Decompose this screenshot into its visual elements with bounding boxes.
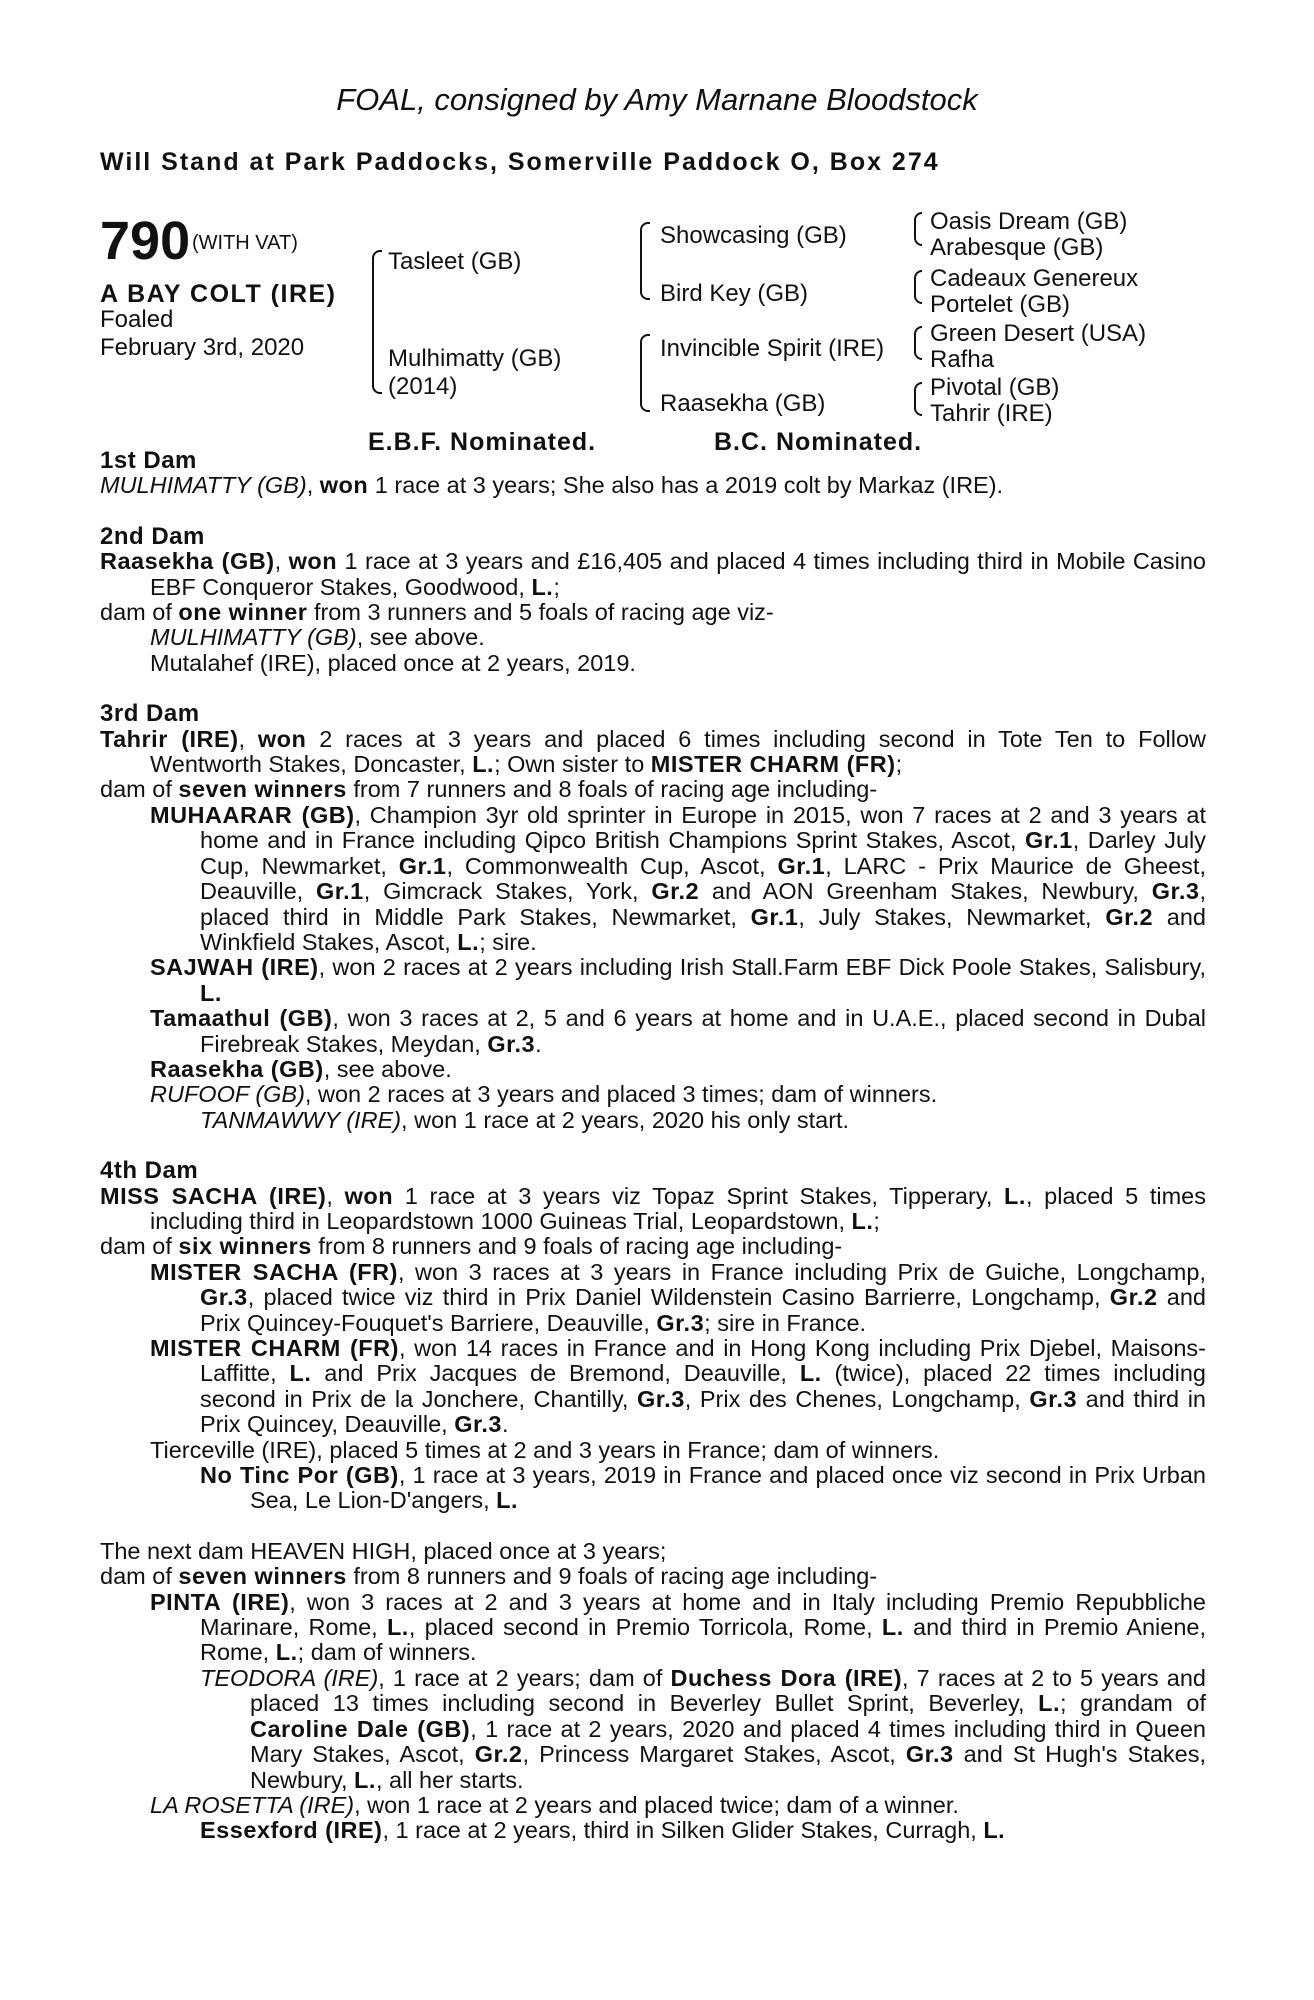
text-run: dam of bbox=[100, 599, 179, 626]
text-run: dam of bbox=[100, 1563, 179, 1590]
text-run: ; sire in France. bbox=[704, 1309, 867, 1336]
listed-label: L. bbox=[457, 928, 480, 955]
won-label: won bbox=[344, 1182, 394, 1209]
produce-line bbox=[100, 1006, 1206, 1057]
listed-label: L. bbox=[851, 1207, 874, 1234]
text-run: 1 race at 3 years viz Topaz Sprint Stakes, Tipperary, bbox=[393, 1182, 1005, 1209]
listed-label: L. bbox=[200, 979, 222, 1006]
horse-name: MUHAARAR (GB) bbox=[150, 801, 355, 828]
produce-line bbox=[100, 1082, 1206, 1107]
text-run: from 8 runners and 9 foals of racing age including- bbox=[311, 1233, 843, 1260]
brace-sire bbox=[640, 222, 650, 300]
grade-label: Gr.2 bbox=[651, 878, 700, 905]
brace-ss bbox=[914, 212, 922, 246]
text-run: , 1 race at 3 years, 2019 in France and placed once viz second in Prix Urban Sea, Le Lion-D'angers, bbox=[250, 1462, 1206, 1514]
grade-label: Gr.3 bbox=[200, 1284, 248, 1311]
text-run: , won 14 races in France and in Hong Kong including Prix Djebel, Maisons-Laffitte, bbox=[200, 1335, 1206, 1387]
bc-nominated: B.C. Nominated. bbox=[714, 428, 923, 456]
text-run: (twice), placed 22 times including second in Prix de la Jonchere, Chantilly, bbox=[200, 1360, 1206, 1412]
second-dam-text: Raasekha (GB), won 1 race at 3 years and £16,405 and placed 4 times including third in Mobile Casino EBF Conqueror Stakes, Goodwood, L.; bbox=[100, 548, 1206, 600]
next-dam-line: The next dam HEAVEN HIGH, placed once at 3 years; bbox=[100, 1537, 667, 1564]
text-run: , won 3 races at 3 years in France including Prix de Guiche, Longchamp, bbox=[397, 1258, 1206, 1285]
text-run: , 1 race at 2 years, third in Silken Glider Stakes, Curragh, bbox=[382, 1817, 984, 1844]
text-run: , placed second in Premio Torricola, Rome, bbox=[408, 1614, 882, 1641]
horse-name: SAJWAH (IRE) bbox=[150, 954, 319, 981]
horse-name: RUFOOF (GB) bbox=[150, 1081, 305, 1108]
dam-of-line bbox=[100, 600, 1206, 625]
produce-line: Tierceville (IRE), placed 5 times at 2 and 3 years in France; dam of winners. bbox=[150, 1436, 940, 1463]
produce-line bbox=[100, 1108, 1206, 1133]
text-run: , see above. bbox=[356, 624, 485, 651]
horse-name: Tamaathul (GB) bbox=[150, 1005, 333, 1032]
text-run: ; bbox=[553, 573, 560, 600]
lot-name: A BAY COLT (IRE) bbox=[100, 280, 337, 308]
winners-count: one winner bbox=[178, 599, 308, 626]
text-run: from 3 runners and 5 foals of racing age viz- bbox=[307, 599, 774, 626]
text-run: . bbox=[535, 1030, 542, 1057]
grade-label: Gr.2 bbox=[474, 1741, 523, 1768]
text-run: ; sire. bbox=[479, 928, 537, 955]
text-run: , placed 5 times including third in Leopardstown 1000 Guineas Trial, Leopardstown, bbox=[150, 1182, 1206, 1234]
text-run: and St Hugh's Stakes, Newbury, bbox=[250, 1741, 1206, 1793]
text-run: ; bbox=[873, 1207, 880, 1234]
text-run: , won 2 races at 2 years including Irish Stall.Farm EBF Dick Poole Stakes, Salisbury, bbox=[318, 954, 1206, 981]
text-run: ; grandam of bbox=[1060, 1690, 1206, 1717]
text-run: 1 race at 3 years; She also has a 2019 colt by Markaz (IRE). bbox=[368, 472, 1004, 499]
produce-line bbox=[100, 1057, 1206, 1082]
page-title: FOAL, consigned by Amy Marnane Bloodstock bbox=[336, 82, 978, 117]
text-run: , Commonwealth Cup, Ascot, bbox=[446, 852, 778, 879]
listed-label: L. bbox=[354, 1766, 376, 1793]
ebf-nominated: E.B.F. Nominated. bbox=[368, 428, 597, 456]
listed-label: L. bbox=[983, 1817, 1006, 1844]
dam-dam: Raasekha (GB) bbox=[660, 390, 826, 417]
produce-line bbox=[100, 1260, 1206, 1336]
listed-label: L. bbox=[472, 751, 495, 778]
text-run: ; dam of winners. bbox=[297, 1639, 477, 1666]
ds-sire: Green Desert (USA) bbox=[930, 320, 1147, 347]
won-label: won bbox=[319, 472, 369, 499]
text-run: and third in Prix Quincey, Deauville, bbox=[200, 1385, 1206, 1438]
text-run: ; Own sister to bbox=[494, 751, 651, 778]
horse-name: Duchess Dora (IRE) bbox=[670, 1664, 903, 1691]
dam-of-line bbox=[100, 777, 1206, 802]
text-run: , LARC - Prix Maurice de Gheest, Deauville, bbox=[200, 852, 1206, 905]
text-run: . bbox=[501, 1411, 509, 1438]
produce-line bbox=[100, 955, 1206, 1006]
heading-1st-dam: 1st Dam bbox=[100, 447, 197, 474]
winners-count: six winners bbox=[178, 1233, 312, 1260]
listed-label: L. bbox=[531, 573, 554, 600]
text-run: and Prix Quincey-Fouquet's Barriere, Deauville, bbox=[200, 1284, 1206, 1336]
fourth-dam-text: MISS SACHA (IRE), won 1 race at 3 years viz Topaz Sprint Stakes, Tipperary, L., placed 5 times including third in Leopardstown 1000 Guineas Trial, Leopardstown, L.; bbox=[100, 1182, 1206, 1234]
produce-line bbox=[100, 803, 1206, 955]
horse-name: MULHIMATTY (GB) bbox=[150, 624, 357, 651]
grade-label: Gr.3 bbox=[1029, 1385, 1078, 1412]
listed-label: L. bbox=[799, 1360, 822, 1387]
dam-year: (2014) bbox=[388, 373, 458, 400]
horse-name: Essexford (IRE) bbox=[200, 1817, 383, 1844]
text-run: , 1 race at 2 years; dam of bbox=[378, 1664, 671, 1691]
text-run: 1 race at 3 years and £16,405 and placed 4 times including third in Mobile Casino EBF Conqueror Stakes, Goodwood, bbox=[150, 548, 1206, 600]
won-label: won bbox=[257, 725, 307, 752]
heading-2nd-dam: 2nd Dam bbox=[100, 522, 205, 550]
dd-dam: Tahrir (IRE) bbox=[930, 400, 1053, 427]
produce-line bbox=[100, 1666, 1206, 1793]
listed-label: L. bbox=[1004, 1182, 1026, 1209]
ss-sire: Oasis Dream (GB) bbox=[930, 208, 1128, 235]
stand-location: Will Stand at Park Paddocks, Somerville Paddock O, Box 274 bbox=[100, 148, 940, 176]
produce-line bbox=[100, 1463, 1206, 1514]
text-run: , won 1 race at 2 years, 2020 his only start. bbox=[401, 1106, 850, 1133]
first-dam-text: MULHIMATTY (GB), won 1 race at 3 years; She also has a 2019 colt by Markaz (IRE). bbox=[100, 472, 1004, 499]
brace-gen1 bbox=[372, 250, 382, 394]
listed-label: L. bbox=[881, 1614, 904, 1641]
horse-name: TANMAWWY (IRE) bbox=[200, 1106, 402, 1133]
horse-name: Raasekha (GB) bbox=[100, 548, 275, 575]
text-run: , won 1 race at 2 years and placed twice; dam of a winner. bbox=[354, 1791, 959, 1818]
listed-label: L. bbox=[275, 1639, 298, 1666]
brace-dam bbox=[640, 334, 650, 412]
vat-note: (WITH VAT) bbox=[192, 232, 298, 254]
grade-label: Gr.3 bbox=[656, 1309, 705, 1336]
text-run: , Princess Margaret Stakes, Ascot, bbox=[522, 1741, 906, 1768]
text-run: , Gimcrack Stakes, York, bbox=[363, 878, 652, 905]
grade-label: Gr.1 bbox=[398, 852, 447, 879]
text-run: , Champion 3yr old sprinter in Europe in 2015, won 7 races at 2 and 3 years at home and in France including Qipco British Champions Sprint Stakes, Ascot, bbox=[200, 801, 1207, 854]
produce-line: Mutalahef (IRE), placed once at 2 years, 2019. bbox=[150, 649, 636, 676]
text-run: , Darley July Cup, Newmarket, bbox=[200, 827, 1206, 879]
horse-name: MULHIMATTY (GB) bbox=[100, 472, 307, 499]
grade-label: Gr.2 bbox=[1109, 1284, 1158, 1311]
listed-label: L. bbox=[289, 1360, 312, 1387]
horse-name: Caroline Dale (GB) bbox=[250, 1715, 471, 1742]
text-run: dam of bbox=[100, 1233, 179, 1260]
grade-label: Gr.2 bbox=[1105, 903, 1154, 930]
text-run: , 1 race at 2 years, 2020 and placed 4 times including third in Queen Mary Stakes, Ascot, bbox=[250, 1715, 1206, 1768]
text-run: , see above. bbox=[323, 1055, 452, 1082]
grade-label: Gr.1 bbox=[1025, 827, 1073, 854]
grade-label: Gr.1 bbox=[316, 878, 364, 905]
text-run: and AON Greenham Stakes, Newbury, bbox=[699, 878, 1152, 905]
grade-label: Gr.3 bbox=[1151, 878, 1200, 905]
horse-name: MISTER CHARM (FR) bbox=[150, 1335, 399, 1361]
text-run: ; bbox=[895, 751, 903, 778]
horse-name: LA ROSETTA (IRE) bbox=[150, 1791, 355, 1818]
grade-label: Gr.1 bbox=[750, 903, 799, 930]
ds-dam: Rafha bbox=[930, 346, 995, 373]
text-run: from 7 runners and 8 foals of racing age including- bbox=[346, 776, 878, 803]
brace-dd bbox=[914, 382, 922, 416]
horse-name: MISS SACHA (IRE) bbox=[100, 1182, 327, 1209]
text-run: , all her starts. bbox=[375, 1766, 524, 1793]
catalogue-body bbox=[100, 448, 1206, 1844]
produce-line bbox=[100, 1590, 1206, 1666]
text-run: , placed twice viz third in Prix Daniel Wildenstein Casino Barrierre, Longchamp, bbox=[247, 1284, 1110, 1311]
grade-label: Gr.3 bbox=[637, 1385, 685, 1412]
winners-count: seven winners bbox=[178, 776, 347, 803]
third-dam-text: Tahrir (IRE), won 2 races at 3 years and placed 6 times including second in Tote Ten to Follow Wentworth Stakes, Doncaster, L.; Own sister to MISTER CHARM (FR); bbox=[100, 725, 1206, 778]
heading-3rd-dam: 3rd Dam bbox=[100, 700, 200, 728]
text-run: and Prix Jacques de Bremond, Deauville, bbox=[311, 1360, 800, 1387]
text-run: , won 3 races at 2, 5 and 6 years at home and in U.A.E., placed second in Dubal Firebreak Stakes, Meydan, bbox=[200, 1005, 1206, 1057]
horse-name: MISTER CHARM (FR) bbox=[650, 751, 896, 778]
listed-label: L. bbox=[386, 1614, 409, 1641]
grade-label: Gr.1 bbox=[777, 852, 826, 879]
brace-sd bbox=[914, 270, 922, 304]
text-run: dam of bbox=[100, 776, 179, 803]
text-run: , Prix des Chenes, Longchamp, bbox=[684, 1385, 1030, 1412]
horse-name: Raasekha (GB) bbox=[150, 1055, 324, 1082]
grade-label: Gr.3 bbox=[454, 1411, 502, 1438]
winners-count: seven winners bbox=[178, 1563, 347, 1590]
text-run: and third in Premio Aniene, Rome, bbox=[200, 1614, 1207, 1666]
dam-of-line bbox=[100, 1564, 1206, 1589]
foaled-date: February 3rd, 2020 bbox=[100, 334, 305, 361]
text-run: , won 3 races at 2 and 3 years at home and in Italy including Premio Repubbliche Marinare, Rome, bbox=[200, 1588, 1206, 1641]
won-label: won bbox=[288, 548, 338, 575]
lot-number: 790 bbox=[100, 211, 191, 271]
foaled-label: Foaled bbox=[100, 306, 174, 333]
horse-name: Tahrir (IRE) bbox=[100, 725, 239, 752]
heading-4th-dam: 4th Dam bbox=[100, 1157, 199, 1185]
ss-dam: Arabesque (GB) bbox=[930, 234, 1104, 261]
dd-sire: Pivotal (GB) bbox=[930, 374, 1060, 401]
produce-line bbox=[100, 1336, 1206, 1438]
dam: Mulhimatty (GB) bbox=[388, 345, 562, 372]
grade-label: Gr.3 bbox=[905, 1741, 954, 1768]
brace-ds bbox=[914, 326, 922, 360]
produce-line bbox=[100, 625, 1206, 650]
dam-of-line bbox=[100, 1234, 1206, 1259]
horse-name: PINTA (IRE) bbox=[150, 1588, 290, 1615]
text-run: , July Stakes, Newmarket, bbox=[798, 903, 1106, 930]
horse-name: No Tinc Por (GB) bbox=[200, 1462, 399, 1489]
listed-label: L. bbox=[1038, 1690, 1061, 1717]
text-run: , placed third in Middle Park Stakes, Newmarket, bbox=[200, 878, 1206, 930]
sire: Tasleet (GB) bbox=[388, 248, 522, 275]
produce-line bbox=[100, 1793, 1206, 1818]
horse-name: MISTER SACHA (FR) bbox=[150, 1258, 398, 1285]
grade-label: Gr.3 bbox=[487, 1030, 536, 1057]
listed-label: L. bbox=[496, 1487, 519, 1514]
horse-name: TEODORA (IRE) bbox=[200, 1664, 379, 1691]
dam-sire: Invincible Spirit (IRE) bbox=[660, 335, 885, 362]
sd-sire: Cadeaux Genereux bbox=[930, 265, 1139, 292]
text-run: and Winkfield Stakes, Ascot, bbox=[200, 903, 1206, 955]
text-run: , 7 races at 2 to 5 years and placed 13 times including second in Beverley Bullet Sprint, Beverley, bbox=[250, 1664, 1207, 1717]
text-run: , won 2 races at 3 years and placed 3 times; dam of winners. bbox=[304, 1081, 938, 1108]
produce-line bbox=[100, 1818, 1206, 1843]
sd-dam: Portelet (GB) bbox=[930, 291, 1071, 318]
sire-sire: Showcasing (GB) bbox=[660, 222, 847, 249]
text-run: 2 races at 3 years and placed 6 times including second in Tote Ten to Follow Wentworth Stakes, Doncaster, bbox=[150, 725, 1206, 778]
text-run: from 8 runners and 9 foals of racing age including- bbox=[346, 1563, 878, 1590]
sire-dam: Bird Key (GB) bbox=[660, 280, 809, 307]
